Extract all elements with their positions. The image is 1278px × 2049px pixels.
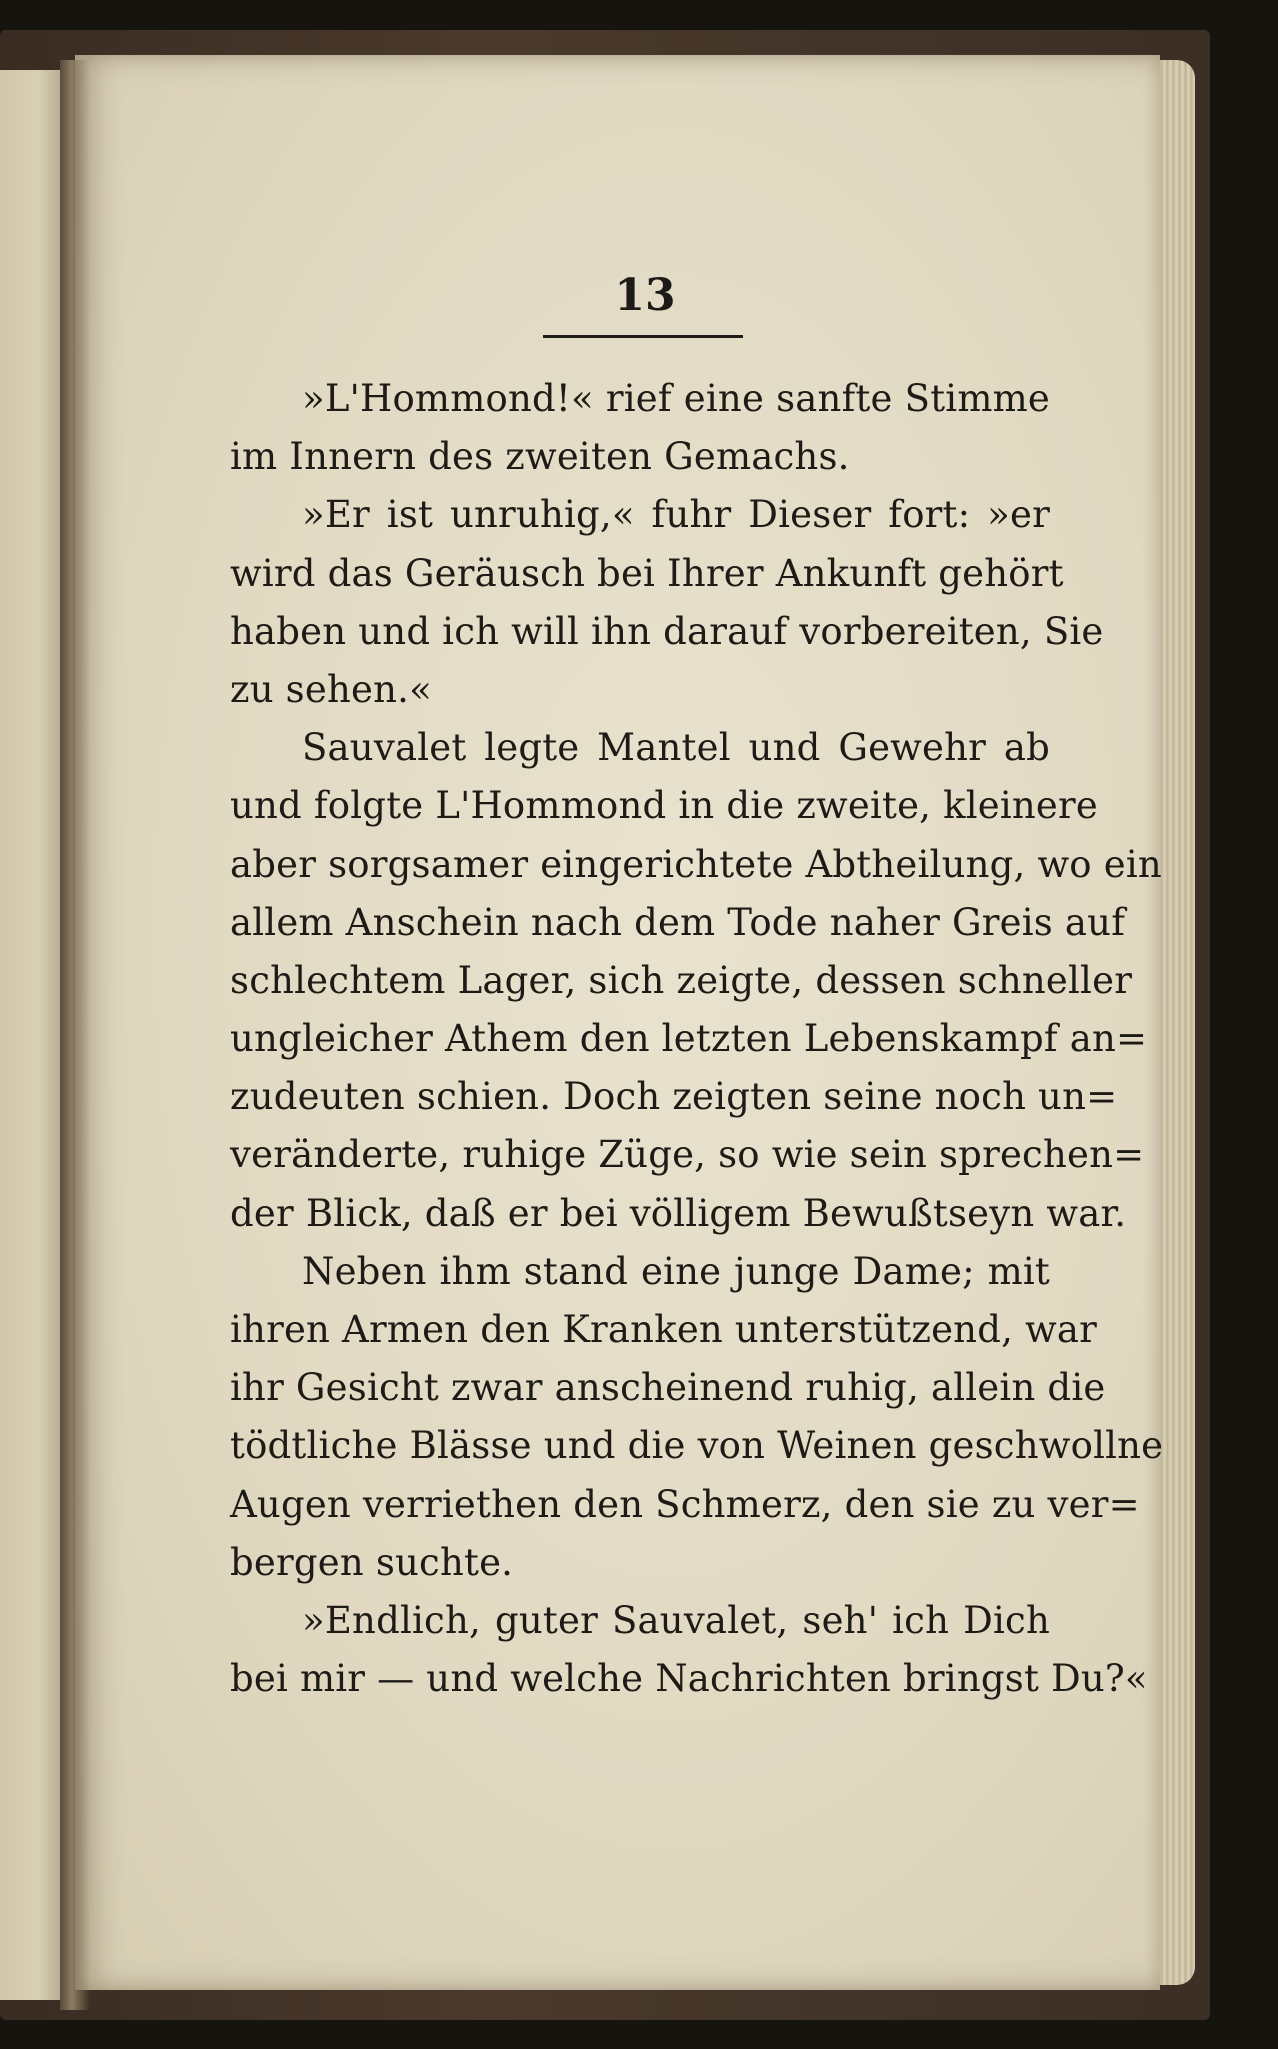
- text-line: zudeuten schien. Doch zeigten seine noch un=: [230, 1075, 1118, 1119]
- text-line: »Endlich, guter Sauvalet, seh' ich Dich: [302, 1598, 1050, 1642]
- text-line: Augen verriethen den Schmerz, den sie zu ver=: [230, 1482, 1140, 1526]
- text-line: schlechtem Lager, sich zeigte, dessen schneller: [230, 958, 1133, 1002]
- text-line: »L'Hommond!« rief eine sanfte Stimme: [302, 377, 1050, 420]
- gutter-shadow: [60, 60, 90, 2010]
- page-number: 13: [614, 270, 676, 321]
- text-line: und folgte L'Hommond in die zweite, kleinere: [230, 784, 1099, 828]
- text-line: bei mir — und welche Nachrichten bringst Du?«: [230, 1657, 1148, 1701]
- text-line: haben und ich will ihn darauf vorbereiten, Sie: [230, 609, 1104, 653]
- text-line: Neben ihm stand eine junge Dame; mit: [302, 1249, 1050, 1293]
- text-line: zu sehen.«: [230, 667, 432, 711]
- text-line: veränderte, ruhige Züge, so wie sein sprechen=: [230, 1133, 1145, 1177]
- text-line: ungleicher Athem den letzten Lebenskampf an=: [230, 1017, 1148, 1061]
- text-line: »Er ist unruhig,« fuhr Dieser fort: »er: [302, 493, 1050, 537]
- book-page: [75, 55, 1164, 1990]
- text-line: aber sorgsamer eingerichtete Abtheilung, wo ein: [230, 842, 1162, 886]
- text-line: allem Anschein nach dem Tode naher Greis auf: [230, 900, 1126, 944]
- facing-page-edge: [0, 70, 64, 2000]
- text-line: ihr Gesicht zwar anscheinend ruhig, allein die: [230, 1366, 1106, 1410]
- text-line: der Blick, daß er bei völligem Bewußtseyn war.: [230, 1191, 1127, 1235]
- text-line: im Innern des zweiten Gemachs.: [230, 435, 850, 479]
- text-line: ihren Armen den Kranken unterstützend, war: [230, 1308, 1098, 1351]
- text-line: wird das Geräusch bei Ihrer Ankunft gehört: [230, 551, 1064, 595]
- header-rule: [543, 335, 743, 338]
- text-line: bergen suchte.: [230, 1540, 514, 1584]
- body-text: [230, 370, 1164, 1708]
- text-line: Sauvalet legte Mantel und Gewehr ab: [302, 726, 1050, 770]
- text-line: tödtliche Blässe und die von Weinen geschwollne: [230, 1424, 1164, 1468]
